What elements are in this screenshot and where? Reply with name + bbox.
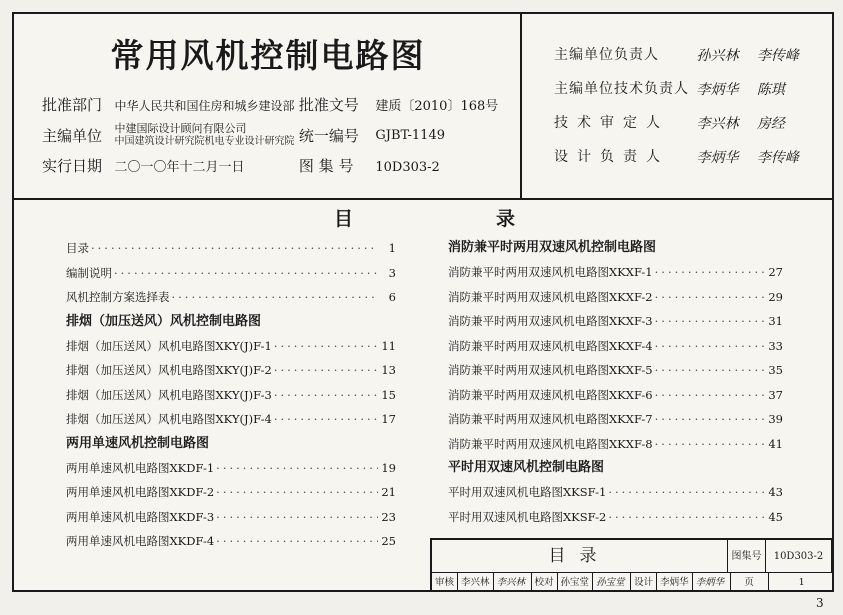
toc-entry-label: 消防兼平时两用双速风机电路图XKXF-7 xyxy=(448,412,653,426)
editor-unit-label: 主编单位 xyxy=(42,126,103,145)
toc-entry-label: 消防兼平时两用双速风机电路图XKXF-2 xyxy=(448,289,653,304)
toc-section-heading: 两用单速风机控制电路图 xyxy=(66,435,210,451)
toc-entry-page: 13 xyxy=(381,363,396,377)
toc-entry-label: 编制说明 xyxy=(66,265,112,280)
signature: 陈琪 xyxy=(756,82,785,98)
signature: 孙兴林 xyxy=(696,48,739,64)
toc-leader-dots xyxy=(653,334,765,359)
toc-right-column xyxy=(448,236,783,529)
signature-role: 主编单位技术负责人 xyxy=(554,81,689,97)
page-label: 页 xyxy=(731,573,769,592)
editor-row xyxy=(42,122,445,148)
toc-entry-page: 45 xyxy=(768,509,783,524)
toc-entry[interactable] xyxy=(66,383,396,408)
toc-entry[interactable] xyxy=(66,285,396,310)
toc-entry-page: 11 xyxy=(381,338,396,353)
toc-leader-dots xyxy=(272,407,378,432)
toc-leader-dots xyxy=(653,407,765,432)
toc-entry-page: 27 xyxy=(768,265,783,279)
atlas-no-value: 10D303-2 xyxy=(766,540,832,573)
toc-leader-dots xyxy=(214,529,378,554)
toc-entry[interactable] xyxy=(448,505,783,530)
toc-entry-page: 17 xyxy=(381,412,396,426)
toc-leader-dots xyxy=(170,285,379,310)
header-block xyxy=(14,14,832,200)
approval-doc-label: 批准文号 xyxy=(298,96,359,114)
toc-entry-page: 21 xyxy=(381,485,396,499)
toc-entry[interactable] xyxy=(66,358,396,383)
signature-role: 设计负责人 xyxy=(554,149,669,165)
toc-entry-label: 消防兼平时两用双速风机电路图XKXF-1 xyxy=(448,265,653,279)
toc-leader-dots xyxy=(653,358,765,383)
toc-entry-page: 37 xyxy=(768,387,783,402)
drawing-frame xyxy=(12,12,834,592)
signature-role: 主编单位负责人 xyxy=(554,47,659,63)
toc-leader-dots xyxy=(214,456,378,481)
unified-no: GJBT-1149 xyxy=(375,127,445,143)
toc-entry[interactable] xyxy=(66,261,396,286)
signature: 李炳华 xyxy=(696,82,739,98)
toc-entry-label: 排烟（加压送风）风机电路图XKY(J)F-4 xyxy=(66,412,272,426)
toc-entry[interactable] xyxy=(448,309,783,334)
page-title: 常用风机控制电路图 xyxy=(110,36,426,75)
checker-signature: 孙宝堂 xyxy=(593,573,631,592)
toc-entry-label: 两用单速风机电路图XKDF-3 xyxy=(66,509,215,524)
toc-leader-dots xyxy=(272,383,378,408)
toc-entry-label: 排烟（加压送风）风机电路图XKY(J)F-2 xyxy=(66,363,272,377)
toc-entry-page: 35 xyxy=(768,363,783,377)
toc-entry-page: 15 xyxy=(381,387,396,402)
toc-leader-dots xyxy=(214,480,378,505)
title-block xyxy=(430,538,832,592)
check-label: 校对 xyxy=(532,573,558,592)
effective-date: 二〇一〇年十二月一日 xyxy=(114,160,245,175)
toc-entry-label: 消防兼平时两用双速风机电路图XKXF-3 xyxy=(448,314,653,328)
title-block-title: 目录 xyxy=(432,540,728,573)
toc-entry-label: 排烟（加压送风）风机电路图XKY(J)F-3 xyxy=(66,387,272,402)
signature: 李炳华 xyxy=(696,150,739,166)
toc-entry-label: 目录 xyxy=(66,241,89,255)
toc-leader-dots xyxy=(214,505,378,530)
toc-entry-label: 消防兼平时两用双速风机电路图XKXF-5 xyxy=(448,363,653,377)
toc-entry-page: 39 xyxy=(768,412,783,426)
designer-signature: 李炳华 xyxy=(693,573,731,592)
toc-entry[interactable] xyxy=(66,236,396,261)
toc-entry[interactable] xyxy=(66,529,396,554)
toc-leader-dots xyxy=(272,358,378,383)
atlas-no-label: 图 集 号 xyxy=(298,157,354,175)
toc-entry-page: 41 xyxy=(768,436,783,451)
signature-row xyxy=(554,78,785,99)
toc-entry[interactable] xyxy=(448,383,783,408)
toc-leader-dots xyxy=(653,383,765,408)
signature-role: 技术审定人 xyxy=(554,115,669,131)
signature: 李传峰 xyxy=(756,48,799,64)
approval-row xyxy=(42,94,498,115)
toc-heading-right: 录 xyxy=(496,208,516,230)
toc-entry[interactable] xyxy=(448,260,783,285)
toc-entry-label: 风机控制方案选择表 xyxy=(66,290,170,304)
toc-entry-label: 两用单速风机电路图XKDF-1 xyxy=(66,460,215,475)
atlas-label: 图集号 xyxy=(728,540,766,573)
design-label: 设计 xyxy=(631,573,657,592)
toc-leader-dots xyxy=(653,285,765,310)
toc-heading-left: 目 xyxy=(334,208,354,230)
toc-entry-label: 平时用双速风机电路图XKSF-1 xyxy=(448,485,607,499)
editor-unit-line2: 中国建筑设计研究院机电专业设计研究院 xyxy=(114,136,295,147)
toc-entry-page: 25 xyxy=(381,534,396,548)
toc-entry-page: 29 xyxy=(768,289,783,304)
toc-entry-label: 消防兼平时两用双速风机电路图XKXF-6 xyxy=(448,387,653,402)
toc-entry[interactable] xyxy=(448,334,783,359)
toc-entry-page: 19 xyxy=(381,460,396,475)
toc-entry-page: 31 xyxy=(768,314,783,328)
toc-entry[interactable] xyxy=(66,456,396,481)
review-label: 审核 xyxy=(432,573,458,592)
toc-leader-dots xyxy=(653,260,765,285)
signature-row xyxy=(554,44,799,65)
toc-entry-label: 消防兼平时两用双速风机电路图XKXF-4 xyxy=(448,338,653,353)
toc-entry-page: 3 xyxy=(388,265,396,280)
toc-leader-dots xyxy=(89,236,378,261)
toc-leader-dots xyxy=(653,432,765,457)
approval-dept-label: 批准部门 xyxy=(42,96,103,114)
toc-entry[interactable] xyxy=(448,432,783,457)
toc-entry-label: 排烟（加压送风）风机电路图XKY(J)F-1 xyxy=(66,338,272,353)
toc-entry-label: 平时用双速风机电路图XKSF-2 xyxy=(448,509,607,524)
toc-leader-dots xyxy=(272,334,378,359)
toc-entry[interactable] xyxy=(66,407,396,432)
signature-panel xyxy=(524,14,832,198)
reviewer-signature: 李兴林 xyxy=(494,573,532,592)
signature: 李兴林 xyxy=(696,116,739,132)
toc-section-heading: 消防兼平时两用双速风机控制电路图 xyxy=(448,240,657,255)
approval-dept: 中华人民共和国住房和城乡建设部 xyxy=(114,99,295,113)
header-info xyxy=(14,14,522,198)
approval-doc: 建质〔2010〕168号 xyxy=(375,99,499,114)
atlas-no: 10D303-2 xyxy=(375,160,440,175)
toc-entry-page: 1 xyxy=(388,241,396,255)
toc-section-heading: 平时用双速风机控制电路图 xyxy=(448,460,605,475)
effective-date-label: 实行日期 xyxy=(42,157,103,175)
toc-entry-page: 23 xyxy=(381,509,396,524)
unified-no-label: 统一编号 xyxy=(298,126,359,145)
page-number: 3 xyxy=(816,596,824,610)
toc-leader-dots xyxy=(606,505,765,530)
toc-entry[interactable] xyxy=(66,334,396,359)
toc-entry-page: 6 xyxy=(388,290,396,304)
toc-entry-label: 两用单速风机电路图XKDF-2 xyxy=(66,485,215,499)
toc-left-column xyxy=(66,236,396,554)
toc-leader-dots xyxy=(606,480,765,505)
signature-row xyxy=(554,146,799,167)
signature: 房经 xyxy=(756,116,785,132)
reviewer: 李兴林 xyxy=(458,573,494,592)
page-value: 1 xyxy=(798,577,805,588)
toc-entry[interactable] xyxy=(448,407,783,432)
toc-entry-label: 两用单速风机电路图XKDF-4 xyxy=(66,534,215,548)
signature-row xyxy=(554,112,785,133)
toc-section-heading: 排烟（加压送风）风机控制电路图 xyxy=(66,313,262,329)
toc-entry[interactable] xyxy=(66,480,396,505)
toc-entry[interactable] xyxy=(448,285,783,310)
toc-leader-dots xyxy=(653,309,765,334)
editor-unit-line1: 中建国际设计顾问有限公司 xyxy=(114,122,247,135)
toc-entry[interactable] xyxy=(66,505,396,530)
signature: 李传峰 xyxy=(756,150,799,166)
toc-entry[interactable] xyxy=(448,480,783,505)
designer: 李炳华 xyxy=(657,573,693,592)
toc-entry-page: 33 xyxy=(768,338,783,353)
toc-entry[interactable] xyxy=(448,358,783,383)
toc-leader-dots xyxy=(112,261,378,286)
toc-entry-page: 43 xyxy=(768,485,783,499)
approval-strip xyxy=(432,573,835,592)
date-row xyxy=(42,155,440,176)
checker: 孙宝堂 xyxy=(558,573,594,592)
editor-unit xyxy=(114,122,294,148)
toc-entry-label: 消防兼平时两用双速风机电路图XKXF-8 xyxy=(448,436,653,451)
